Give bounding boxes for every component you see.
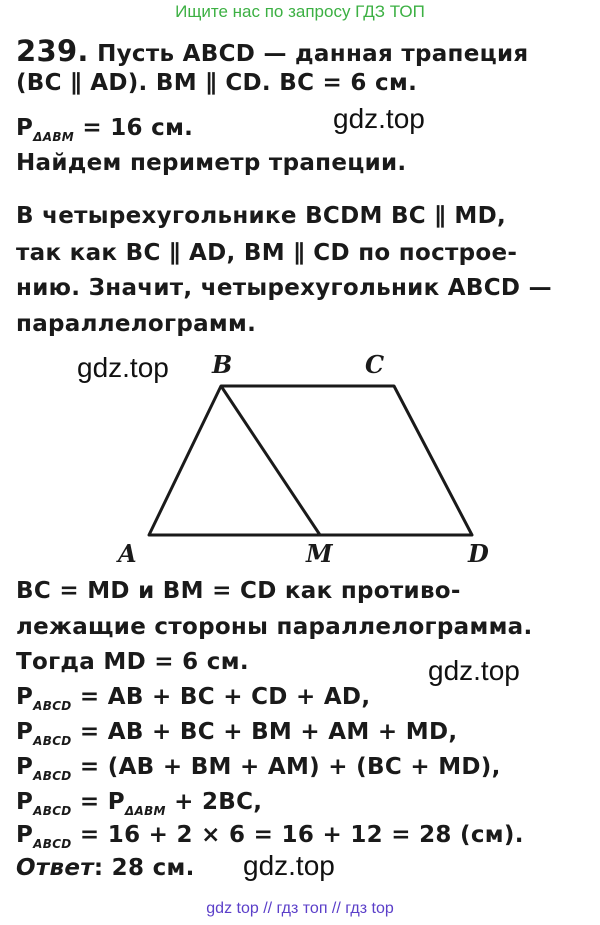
problem-line-9: BC = MD и BM = CD как противо-: [16, 578, 461, 604]
perimeter-subscript: ΔABM: [33, 130, 75, 144]
p-symbol: P: [16, 789, 34, 815]
perimeter-symbol: P: [16, 115, 34, 141]
watermark: gdz.top: [333, 103, 425, 134]
answer-label: Ответ: [16, 855, 94, 881]
solution-expr-2: = AB + BC + BM + AM + MD,: [71, 719, 458, 745]
solution-expr-4: = P: [71, 789, 125, 815]
solution-expr-1: = AB + BC + CD + AD,: [71, 684, 371, 710]
p-subscript: ABCD: [33, 804, 72, 818]
parallelogram-abcd: [149, 386, 472, 535]
p-abm-subscript: ΔABM: [124, 804, 166, 818]
p-subscript: ABCD: [33, 837, 72, 851]
label-a: A: [118, 539, 137, 568]
solution-line-3: [16, 754, 501, 783]
solution-line-1: [16, 684, 370, 713]
problem-line-11: Тогда MD = 6 см.: [16, 649, 249, 675]
problem-line-8: параллелограмм.: [16, 311, 257, 337]
solution-expr-4-tail: + 2BC,: [165, 789, 263, 815]
problem-line-3: [16, 115, 193, 144]
p-symbol: P: [16, 719, 34, 745]
problem-line-10: лежащие стороны параллелограмма.: [16, 614, 533, 640]
problem-line-2: (BC ∥ AD). BM ∥ CD. BC = 6 см.: [16, 70, 418, 96]
label-b: B: [212, 350, 233, 379]
problem-line-4: Найдем периметр трапеции.: [16, 150, 407, 176]
p-symbol: P: [16, 684, 34, 710]
solution-line-2: [16, 719, 457, 748]
label-c: C: [365, 350, 385, 379]
solution-expr-3: = (AB + BM + AM) + (BC + MD),: [71, 754, 501, 780]
watermark: gdz.top: [77, 352, 169, 383]
p-symbol: P: [16, 822, 34, 848]
p-symbol: P: [16, 754, 34, 780]
problem-line-1: [16, 34, 528, 68]
watermark: gdz.top: [428, 655, 520, 686]
perimeter-value: = 16 см.: [74, 115, 194, 141]
segment-bm: [221, 386, 320, 535]
problem-line-7: нию. Значит, четырехугольник ABCD —: [16, 275, 552, 301]
watermark: gdz.top: [243, 850, 335, 881]
solution-line-5: [16, 822, 524, 851]
p-subscript: ABCD: [33, 734, 72, 748]
p-subscript: ABCD: [33, 769, 72, 783]
problem-text-1: Пусть ABCD — данная трапеция: [97, 41, 529, 67]
answer-line: [16, 855, 195, 881]
p-subscript: ABCD: [33, 699, 72, 713]
footer-links[interactable]: gdz top // гдз топ // гдз top: [206, 900, 394, 917]
search-hint-link[interactable]: Ищите нас по запросу ГДЗ ТОП: [175, 2, 425, 21]
label-m: M: [306, 539, 333, 568]
solution-line-4: [16, 789, 262, 818]
solution-expr-5: = 16 + 2 × 6 = 16 + 12 = 28 (см).: [71, 822, 524, 848]
problem-number: 239.: [16, 34, 89, 68]
label-d: D: [468, 539, 489, 568]
answer-value: : 28 см.: [93, 855, 195, 881]
problem-line-6: так как BC ∥ AD, BM ∥ CD по построе-: [16, 240, 518, 266]
problem-line-5: В четырехугольнике BCDM BC ∥ MD,: [16, 203, 507, 229]
